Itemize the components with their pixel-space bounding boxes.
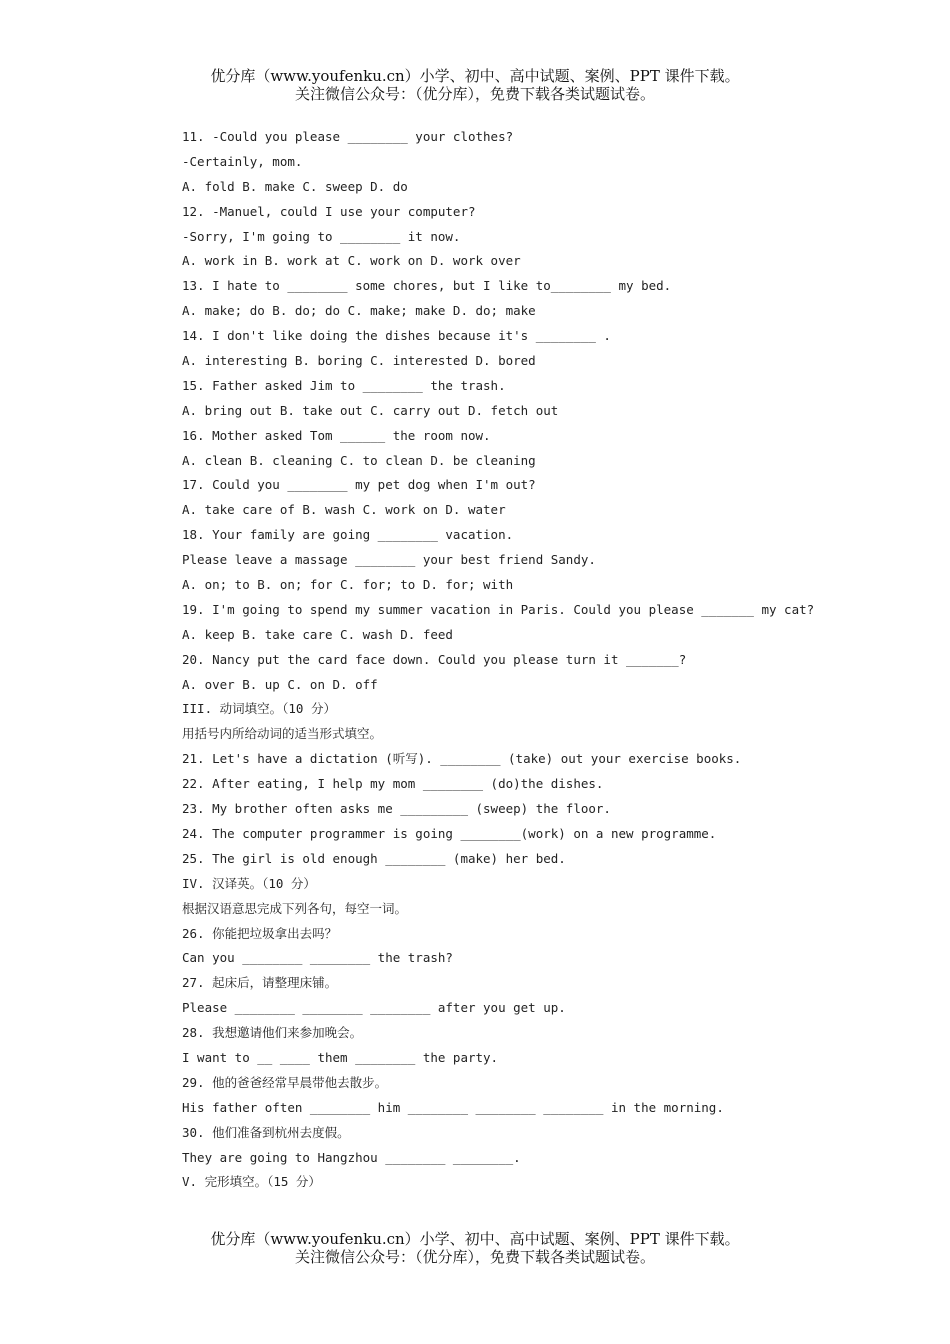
worksheet-line: 23. My brother often asks me _________ (sweep) the floor. [182, 801, 611, 817]
worksheet-line: They are going to Hangzhou ________ ________. [182, 1149, 521, 1165]
worksheet-line: 28. 我想邀请他们来参加晚会。 [182, 1025, 363, 1041]
worksheet-line: 25. The girl is old enough ________ (make) her bed. [182, 850, 566, 866]
worksheet-line: 根据汉语意思完成下列各句，每空一词。 [182, 900, 408, 916]
worksheet-line: 18. Your family are going ________ vacation. [182, 527, 514, 543]
worksheet-line: 24. The computer programmer is going ________(work) on a new programme. [182, 825, 717, 841]
worksheet-line: 11. -Could you please ________ your clothes? [182, 129, 514, 144]
worksheet-line: A. work in B. work at C. work on D. work over [182, 253, 521, 269]
worksheet-line: 14. I don't like doing the dishes because it's ________ . [182, 328, 611, 344]
worksheet-line: 27. 起床后，请整理床铺。 [182, 975, 338, 991]
worksheet-line: A. bring out B. take out C. carry out D. fetch out [182, 402, 559, 418]
worksheet-line: A. make; do B. do; do C. make; make D. do; make [182, 303, 536, 319]
worksheet-line: A. on; to B. on; for C. for; to D. for; with [182, 577, 514, 593]
worksheet-line: IV. 汉译英。（10 分） [182, 875, 316, 891]
worksheet-line: 29. 他的爸爸经常早晨带他去散步。 [182, 1074, 388, 1090]
page-header [0, 67, 950, 103]
worksheet-line: Please leave a massage ________ your best friend Sandy. [182, 552, 596, 568]
worksheet-line: 13. I hate to ________ some chores, but I like to________ my bed. [182, 278, 672, 294]
worksheet-line: Please ________ ________ ________ after you get up. [182, 1000, 566, 1016]
worksheet-line: Can you ________ ________ the trash? [182, 950, 453, 966]
worksheet-line: 12. -Manuel, could I use your computer? [182, 203, 476, 219]
worksheet-line: 15. Father asked Jim to ________ the trash. [182, 377, 506, 393]
worksheet-line: III. 动词填空。（10 分） [182, 701, 336, 717]
worksheet-line: I want to __ ____ them ________ the party. [182, 1049, 499, 1065]
worksheet-line: 17. Could you ________ my pet dog when I'm out? [182, 477, 536, 493]
worksheet-line: His father often ________ him ________ ________ ________ in the morning. [182, 1099, 724, 1115]
header-line-1: 优分库（www.youfenku.cn）小学、初中、高中试题、案例、PPT 课件下载。 [210, 67, 740, 85]
worksheet-line: 21. Let's have a dictation (听写). ________ (take) out your exercise books. [182, 751, 742, 767]
worksheet-line: A. interesting B. boring C. interested D. bored [182, 353, 536, 369]
worksheet-line: 用括号内所给动词的适当形式填空。 [182, 726, 383, 742]
worksheet-line: 30. 他们准备到杭州去度假。 [182, 1124, 350, 1140]
worksheet-line: -Sorry, I'm going to ________ it now. [182, 228, 461, 244]
worksheet-line: A. clean B. cleaning C. to clean D. be cleaning [182, 452, 536, 468]
worksheet-body [182, 125, 822, 1195]
worksheet-line: V. 完形填空。（15 分） [182, 1174, 321, 1190]
worksheet-line: 22. After eating, I help my mom ________ (do)the dishes. [182, 776, 604, 792]
worksheet-line: A. take care of B. wash C. work on D. water [182, 502, 506, 518]
header-line-2: 关注微信公众号：（优分库），免费下载各类试题试卷。 [294, 85, 655, 103]
worksheet-line: -Certainly, mom. [182, 153, 303, 169]
worksheet-line: 19. I'm going to spend my summer vacation in Paris. Could you please _______ my cat? [182, 601, 815, 617]
page-footer [0, 1230, 950, 1266]
worksheet-line: A. keep B. take care C. wash D. feed [182, 626, 453, 642]
worksheet-line: 16. Mother asked Tom ______ the room now. [182, 427, 491, 443]
footer-line-1: 优分库（www.youfenku.cn）小学、初中、高中试题、案例、PPT 课件下载。 [210, 1230, 740, 1248]
worksheet-line: 20. Nancy put the card face down. Could you please turn it _______? [182, 651, 687, 667]
worksheet-line: A. over B. up C. on D. off [182, 676, 378, 692]
worksheet-line: A. fold B. make C. sweep D. do [182, 178, 408, 194]
footer-line-2: 关注微信公众号：（优分库），免费下载各类试题试卷。 [294, 1248, 655, 1266]
worksheet-line: 26. 你能把垃圾拿出去吗？ [182, 925, 338, 941]
